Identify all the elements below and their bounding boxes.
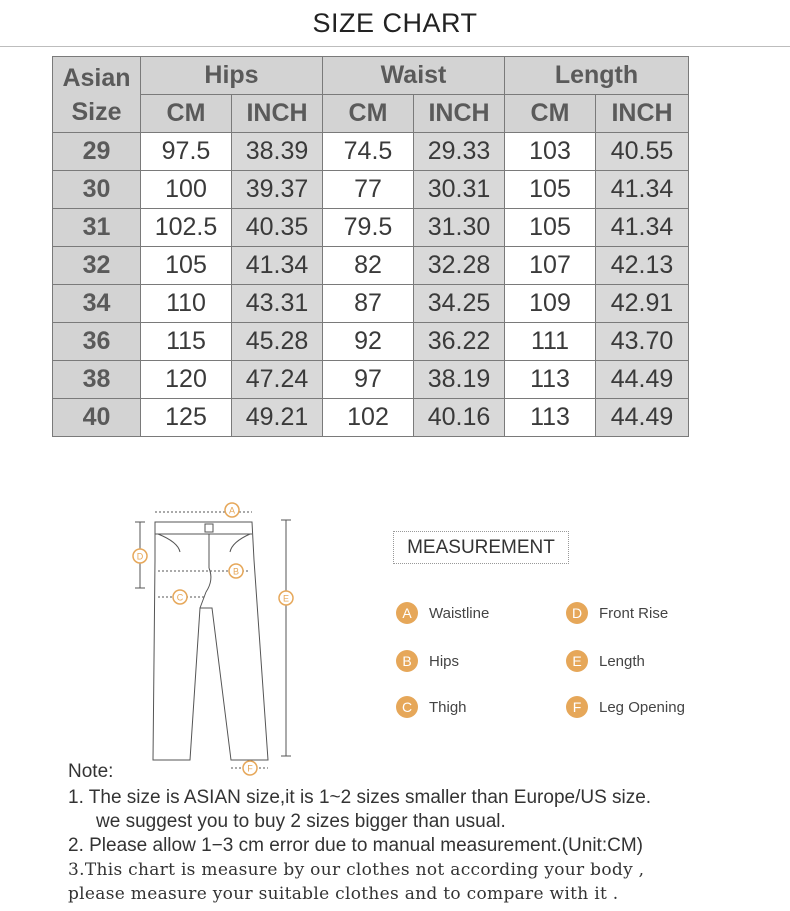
- value-cell: 97: [323, 361, 414, 399]
- button-tab: [205, 524, 213, 532]
- legend-label: Hips: [429, 652, 460, 670]
- value-cell: 30.31: [414, 171, 505, 209]
- diagram-marker-label: C: [176, 592, 184, 603]
- value-cell: 44.49: [596, 399, 689, 437]
- notes-section: [68, 760, 778, 906]
- value-cell: 43.31: [232, 285, 323, 323]
- value-cell: 43.70: [596, 323, 689, 361]
- value-cell: 38.39: [232, 133, 323, 171]
- table-row: [53, 399, 689, 437]
- legend-badge: E: [566, 650, 588, 672]
- diagram-marker-label: A: [228, 505, 236, 516]
- notes-heading: Note:: [68, 761, 114, 782]
- fly-curve: [206, 568, 211, 592]
- legend-item-e: [566, 649, 645, 673]
- pants-outline: [153, 522, 268, 760]
- legend-badge: D: [566, 602, 588, 624]
- note-2: 2. Please allow 1−3 cm error due to manual measurement.(Unit:CM): [68, 835, 643, 856]
- diagram-marker-label: F: [247, 763, 253, 774]
- size-table-body: [53, 133, 689, 437]
- value-cell: 38.19: [414, 361, 505, 399]
- legend-item-a: [396, 601, 489, 625]
- value-cell: 77: [323, 171, 414, 209]
- value-cell: 42.91: [596, 285, 689, 323]
- legend-label: Leg Opening: [599, 698, 685, 716]
- size-cell: 36: [53, 323, 141, 361]
- legend-label: Front Rise: [599, 604, 669, 622]
- value-cell: 87: [323, 285, 414, 323]
- size-chart-table: [52, 56, 689, 437]
- size-cell: 31: [53, 209, 141, 247]
- value-cell: 113: [505, 361, 596, 399]
- legend-badge: F: [566, 696, 588, 718]
- unit-header-row: [53, 95, 689, 133]
- value-cell: 42.13: [596, 247, 689, 285]
- value-cell: 44.49: [596, 361, 689, 399]
- table-row: [53, 209, 689, 247]
- value-cell: 105: [505, 209, 596, 247]
- group-header-hips: Hips: [141, 57, 323, 95]
- diagram-marker-label: D: [136, 551, 144, 562]
- value-cell: 40.55: [596, 133, 689, 171]
- unit-header-inch: INCH: [596, 95, 689, 133]
- legend-badge: A: [396, 602, 418, 624]
- value-cell: 115: [141, 323, 232, 361]
- value-cell: 79.5: [323, 209, 414, 247]
- title-divider: [0, 46, 790, 47]
- value-cell: 102.5: [141, 209, 232, 247]
- value-cell: 29.33: [414, 133, 505, 171]
- value-cell: 113: [505, 399, 596, 437]
- group-header-length: Length: [505, 57, 689, 95]
- value-cell: 111: [505, 323, 596, 361]
- asian-size-header: [53, 57, 141, 133]
- pants-diagram: [120, 498, 310, 778]
- value-cell: 41.34: [596, 209, 689, 247]
- value-cell: 32.28: [414, 247, 505, 285]
- value-cell: 105: [141, 247, 232, 285]
- legend-item-f: [566, 695, 685, 719]
- value-cell: 45.28: [232, 323, 323, 361]
- size-cell: 38: [53, 361, 141, 399]
- legend-badge: C: [396, 696, 418, 718]
- value-cell: 47.24: [232, 361, 323, 399]
- legend-label: Waistline: [429, 604, 490, 622]
- value-cell: 97.5: [141, 133, 232, 171]
- value-cell: 100: [141, 171, 232, 209]
- size-cell: 40: [53, 399, 141, 437]
- diagram-markers: [133, 503, 293, 775]
- diagram-marker-label: B: [232, 566, 240, 577]
- legend-item-d: [566, 601, 668, 625]
- crotch-seam: [200, 592, 206, 608]
- value-cell: 39.37: [232, 171, 323, 209]
- legend-label: Length: [599, 652, 645, 670]
- size-cell: 30: [53, 171, 141, 209]
- right-pocket: [230, 534, 250, 552]
- value-cell: 92: [323, 323, 414, 361]
- value-cell: 41.34: [232, 247, 323, 285]
- value-cell: 36.22: [414, 323, 505, 361]
- size-cell: 29: [53, 133, 141, 171]
- value-cell: 120: [141, 361, 232, 399]
- size-cell: 34: [53, 285, 141, 323]
- diagram-marker-label: E: [282, 593, 290, 604]
- size-cell: 32: [53, 247, 141, 285]
- table-row: [53, 133, 689, 171]
- note-1-continued: we suggest you to buy 2 sizes bigger than usual.: [96, 811, 506, 832]
- value-cell: 40.35: [232, 209, 323, 247]
- value-cell: 109: [505, 285, 596, 323]
- value-cell: 82: [323, 247, 414, 285]
- value-cell: 102: [323, 399, 414, 437]
- value-cell: 41.34: [596, 171, 689, 209]
- value-cell: 74.5: [323, 133, 414, 171]
- unit-header-inch: INCH: [414, 95, 505, 133]
- table-row: [53, 361, 689, 399]
- legend-item-b: [396, 649, 459, 673]
- table-row: [53, 171, 689, 209]
- note-3: 3.This chart is measure by our clothes not according your body ,: [68, 860, 645, 880]
- value-cell: 125: [141, 399, 232, 437]
- unit-header-inch: INCH: [232, 95, 323, 133]
- table-row: [53, 323, 689, 361]
- page-title: SIZE CHART: [312, 8, 478, 38]
- value-cell: 103: [505, 133, 596, 171]
- group-header-waist: Waist: [323, 57, 505, 95]
- measurement-title: MEASUREMENT: [393, 531, 569, 564]
- legend-badge: B: [396, 650, 418, 672]
- unit-header-cm: CM: [323, 95, 414, 133]
- asian-header-line1: Asian: [62, 63, 131, 92]
- table-row: [53, 247, 689, 285]
- note-1: 1. The size is ASIAN size,it is 1~2 sizes smaller than Europe/US size.: [68, 787, 652, 808]
- unit-header-cm: CM: [505, 95, 596, 133]
- value-cell: 40.16: [414, 399, 505, 437]
- value-cell: 110: [141, 285, 232, 323]
- asian-header-line2: Size: [71, 97, 122, 126]
- unit-header-cm: CM: [141, 95, 232, 133]
- value-cell: 49.21: [232, 399, 323, 437]
- left-pocket: [158, 534, 180, 552]
- value-cell: 34.25: [414, 285, 505, 323]
- value-cell: 105: [505, 171, 596, 209]
- legend-item-c: [396, 695, 467, 719]
- table-row: [53, 285, 689, 323]
- note-3-continued: please measure your suitable clothes and to compare with it .: [68, 884, 619, 904]
- legend-label: Thigh: [429, 698, 467, 716]
- value-cell: 107: [505, 247, 596, 285]
- value-cell: 31.30: [414, 209, 505, 247]
